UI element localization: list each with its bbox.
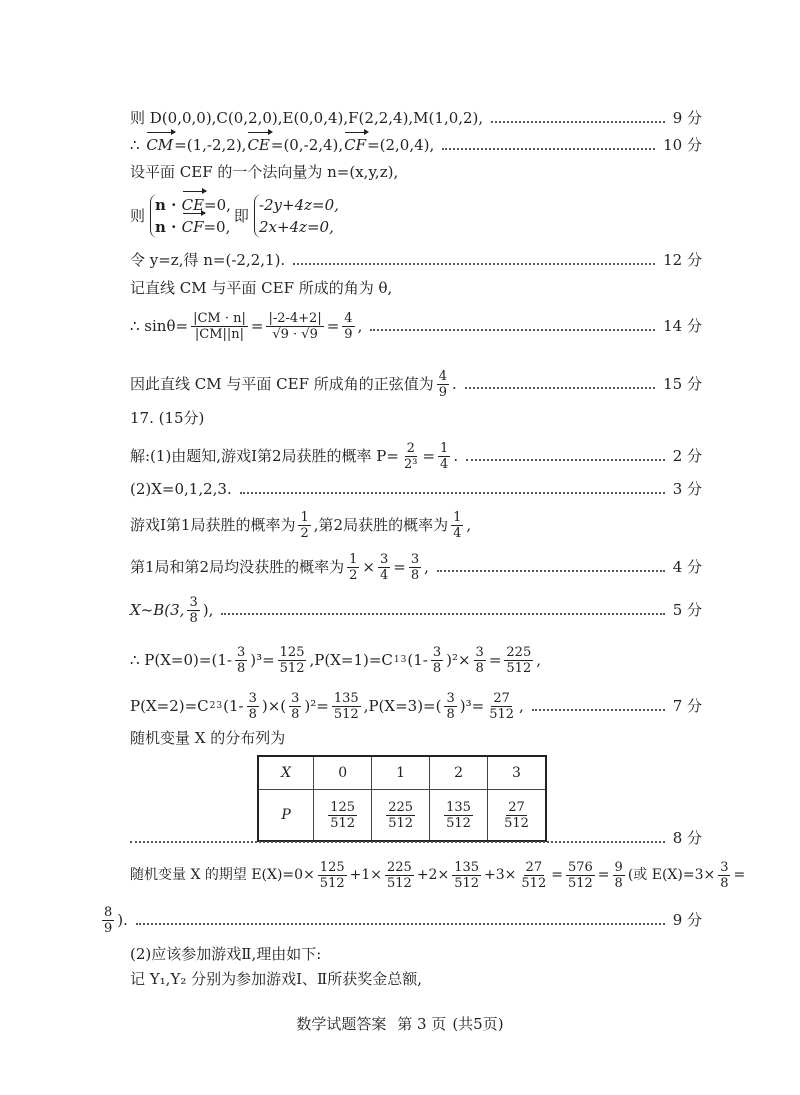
text-segment: = <box>488 651 502 669</box>
fraction <box>409 552 421 583</box>
conclusion-text: 因此直线 CM 与平面 CEF 所成角的正弦值为 <box>130 375 434 393</box>
numerator: 4 <box>344 310 353 326</box>
denominator: 8 <box>410 567 420 583</box>
denominator: 512 <box>387 875 412 891</box>
system-row: n · <box>155 196 182 214</box>
text-segment: = <box>551 867 563 883</box>
numerator: 125 <box>330 799 356 815</box>
fraction <box>438 441 450 472</box>
fraction <box>566 860 595 891</box>
punctuation: , <box>519 697 524 715</box>
solution-line <box>130 547 702 587</box>
table-cell: 3 <box>488 756 546 790</box>
system-left <box>150 194 231 238</box>
solution-line <box>130 726 702 750</box>
fraction <box>102 905 114 936</box>
fraction <box>187 595 199 626</box>
numerator: 3 <box>291 690 300 706</box>
solution-line <box>130 505 702 545</box>
distribution-heading: 随机变量 X 的分布列为 <box>130 729 286 747</box>
sine-lead: ∴ sinθ= <box>130 317 189 335</box>
score-mark: 4 分 <box>672 558 702 576</box>
denominator: 512 <box>567 875 593 891</box>
fraction <box>385 860 414 891</box>
numerator: |CM · n| <box>193 310 246 326</box>
numerator: 9 <box>614 859 623 875</box>
fraction <box>452 860 481 891</box>
numerator: 3 <box>446 690 455 706</box>
leader-dots <box>491 121 665 123</box>
text-segment: (或 E(X)=3× <box>627 867 716 883</box>
numerator: 135 <box>454 859 480 875</box>
denominator: 512 <box>489 706 515 722</box>
leader-dots <box>136 923 665 925</box>
denominator: 2 <box>300 525 309 541</box>
denominator: 8 <box>248 706 257 722</box>
expectation-tail <box>100 905 128 936</box>
text-segment: )³= <box>459 697 485 715</box>
leader-dots <box>293 263 655 265</box>
denominator: 512 <box>454 875 480 891</box>
fraction <box>474 645 486 676</box>
solution-line <box>130 366 702 402</box>
fraction <box>266 311 323 342</box>
fraction <box>318 860 347 891</box>
solution-line <box>130 686 702 726</box>
vector-value: =(1,-2,2), <box>174 136 247 154</box>
score-mark: 14 分 <box>663 317 702 335</box>
text-ji: 即 <box>233 207 249 225</box>
values-text: (2)X=0,1,2,3. <box>130 480 232 498</box>
score-mark: 3 分 <box>672 480 702 498</box>
denominator: √9 · √9 <box>272 326 318 342</box>
punctuation: ). <box>117 911 128 929</box>
equals: = <box>422 447 436 465</box>
table-cell: X <box>258 756 314 790</box>
denominator: 512 <box>388 815 414 831</box>
solution-line <box>130 248 702 272</box>
text-segment: )×( <box>261 697 287 715</box>
denominator: 512 <box>521 875 547 891</box>
equals: = <box>250 317 264 335</box>
numerator: 135 <box>333 690 359 706</box>
fraction <box>247 691 259 722</box>
punctuation: , <box>424 558 429 576</box>
text-segment: )³= <box>250 651 275 669</box>
numerator: 8 <box>104 904 113 920</box>
solution-line <box>130 190 702 242</box>
fraction <box>504 645 533 676</box>
therefore-symbol: ∴ <box>130 136 140 154</box>
leader-dots <box>370 329 655 331</box>
numerator: 27 <box>493 690 510 706</box>
numerator: 3 <box>236 644 246 660</box>
footer-total: (共5页) <box>452 1015 504 1033</box>
solution-line <box>130 942 702 966</box>
text-segment: 游戏Ⅰ第1局获胜的概率为 <box>130 516 296 534</box>
numerator: |-2-4+2| <box>268 310 322 326</box>
times: × <box>362 558 375 576</box>
denominator: 8 <box>614 875 623 891</box>
denominator: 4 <box>440 456 449 472</box>
system-row: -2y+4z=0, <box>258 196 339 214</box>
solution-line <box>130 406 702 430</box>
solution-line <box>130 967 702 991</box>
score-mark: 10 分 <box>663 136 702 154</box>
numerator: 225 <box>506 644 532 660</box>
prob-calc-line: P(X=2)=C 2 3 (1- $\frac{3}{8}$ )×( $\frac{3}{8}$ )²= $\frac{135}{512}$ ,P(X=3)=( $\frac{3}{8}$ )³= $\frac{27}{512}$ , <box>130 690 524 722</box>
text-segment: = <box>733 867 746 883</box>
text-segment: ∴ P(X=0)=(1- <box>130 651 232 669</box>
denominator: 512 <box>319 875 345 891</box>
score-mark: 2 分 <box>672 447 702 465</box>
text-segment: ,P(X=3)=( <box>363 697 442 715</box>
numerator: 27 <box>525 859 543 875</box>
solution-line <box>130 590 702 630</box>
game-prob-line <box>130 510 471 541</box>
prize-definition: 记 Y₁,Y₂ 分别为参加游戏Ⅰ、Ⅱ所获奖金总额, <box>130 970 423 988</box>
vector-text <box>130 135 434 155</box>
prob-calc-line: ∴ P(X=0)=(1- $\frac{3}{8}$ )³= $\frac{125}{512}$ ,P(X=1)=C 1 3 (1- $\frac{3}{8}$ )²× $\frac{3}{8}$ = $\frac{225}{512}$ , <box>130 644 542 676</box>
text-segment: +2× <box>416 867 450 883</box>
leader-dots <box>532 709 665 711</box>
text-segment: ,P(X=1)=C <box>309 651 393 669</box>
numerator: 1 <box>349 551 358 567</box>
angle-definition: 记直线 CM 与平面 CEF 所成的角为 θ, <box>130 279 393 297</box>
vector-ce: CE <box>247 136 270 154</box>
denominator: 2³ <box>403 456 418 472</box>
coordinates-text: 则 D(0,0,0),C(0,2,0),E(0,0,4),F(2,2,4),M(1,0,2), <box>130 109 484 127</box>
fraction <box>278 645 307 676</box>
leader-dots <box>442 148 655 150</box>
numerator: 135 <box>446 799 471 815</box>
fraction <box>451 510 463 541</box>
fraction <box>402 441 419 472</box>
solution-line <box>130 826 702 850</box>
denominator: 9 <box>438 384 448 400</box>
expectation-line <box>130 860 745 891</box>
table-cell: 1 <box>372 756 430 790</box>
text-segment: )²= <box>304 697 329 715</box>
solution-line <box>130 855 746 895</box>
denominator: 9 <box>104 920 113 936</box>
denominator: 4 <box>379 567 389 583</box>
leader-dots <box>221 613 664 615</box>
fraction <box>613 860 625 891</box>
denominator: 2 <box>349 567 358 583</box>
denominator: 512 <box>504 815 529 831</box>
numerator: 3 <box>475 644 484 660</box>
solution-line <box>130 477 702 501</box>
text-ze: 则 <box>130 207 146 225</box>
numerator: 3 <box>189 594 198 610</box>
table-cell: 2 <box>430 756 488 790</box>
page-footer <box>0 1013 800 1034</box>
fraction <box>431 645 443 676</box>
normal-vector-result: 令 y=z,得 n=(-2,2,1). <box>130 251 286 269</box>
denominator: 4 <box>453 525 462 541</box>
solution-line <box>130 133 702 157</box>
numerator: 3 <box>379 551 389 567</box>
numerator: 3 <box>248 690 257 706</box>
fraction <box>718 860 730 891</box>
fraction <box>444 691 456 722</box>
solution-line <box>130 160 702 184</box>
equals: = <box>326 317 340 335</box>
equals: = <box>393 558 406 576</box>
score-mark: 9 分 <box>672 911 702 929</box>
solution-line <box>130 304 702 348</box>
fraction <box>235 645 247 676</box>
score-mark: 12 分 <box>663 251 702 269</box>
system-row: n · <box>155 218 182 236</box>
text-segment: P(X=2)=C <box>130 697 209 715</box>
denominator: 9 <box>344 326 353 342</box>
denominator: |CM||n| <box>194 326 245 342</box>
vector-cf: CF <box>344 136 367 154</box>
score-mark: 7 分 <box>672 697 702 715</box>
denominator: 8 <box>720 875 729 891</box>
text-segment: ,第2局获胜的概率为 <box>313 516 449 534</box>
system-row: =0, <box>203 218 231 236</box>
solution-line <box>130 276 702 300</box>
fraction <box>437 369 449 400</box>
fraction <box>519 860 548 891</box>
numerator: 2 <box>406 440 415 456</box>
table-cell: P <box>258 790 314 842</box>
numerator: 3 <box>410 551 420 567</box>
probability-text: 解:(1)由题知,游戏Ⅰ第2局获胜的概率 P= <box>130 447 399 465</box>
numerator: 125 <box>319 859 345 875</box>
equation-system <box>130 194 341 238</box>
numerator: 225 <box>388 799 414 815</box>
numerator: 27 <box>508 799 525 815</box>
denominator: 8 <box>446 706 455 722</box>
probability-line <box>130 441 458 472</box>
numerator: 125 <box>279 644 305 660</box>
score-mark: 5 分 <box>672 601 702 619</box>
text-segment: )²× <box>446 651 471 669</box>
leader-dots <box>466 459 665 461</box>
solution-line <box>130 436 702 476</box>
text-segment: (1- <box>407 651 428 669</box>
fraction <box>332 691 361 722</box>
normal-vector-text: 设平面 CEF 的一个法向量为 n=(x,y,z), <box>130 163 399 181</box>
text-segment: = <box>597 867 610 883</box>
denominator: 8 <box>291 706 300 722</box>
denominator: 512 <box>279 660 305 676</box>
text-segment: 随机变量 X 的期望 E(X)=0× <box>130 867 315 883</box>
sine-formula <box>130 311 362 342</box>
vector-value: =(0,-2,4), <box>270 136 344 154</box>
system-row: 2x+4z=0, <box>258 218 334 236</box>
numerator: 576 <box>567 859 593 875</box>
numerator: 4 <box>438 368 448 384</box>
system-row: =0, <box>204 196 231 214</box>
solution-line <box>130 106 702 130</box>
leader-dots <box>240 492 665 494</box>
punctuation: ), <box>202 601 214 619</box>
punctuation: , <box>466 516 472 534</box>
text-segment: +3× <box>484 867 517 883</box>
denominator: 512 <box>330 815 356 831</box>
footer-subject: 数学试题答案 <box>296 1015 387 1033</box>
denominator: 8 <box>189 610 198 626</box>
text-segment: +1× <box>349 867 382 883</box>
numerator: 3 <box>720 859 729 875</box>
both-lose-line <box>130 552 429 583</box>
vector-cm: CM <box>146 136 174 154</box>
fraction <box>487 691 516 722</box>
sine-conclusion <box>130 369 457 400</box>
leader-dots <box>437 570 665 572</box>
numerator: 1 <box>453 509 462 525</box>
numerator: 1 <box>440 440 449 456</box>
numerator: 225 <box>387 859 412 875</box>
table-cell: 0 <box>314 756 372 790</box>
fraction <box>342 311 354 342</box>
text-segment: X~B(3, <box>130 601 185 619</box>
denominator: 8 <box>236 660 246 676</box>
fraction <box>347 552 359 583</box>
part-two-intro: (2)应该参加游戏Ⅱ,理由如下: <box>130 945 322 963</box>
numerator: 3 <box>432 644 442 660</box>
denominator: 512 <box>446 815 471 831</box>
punctuation: , <box>536 651 542 669</box>
score-mark: 15 分 <box>663 375 702 393</box>
question-number: 17. (15分) <box>130 409 205 427</box>
fraction <box>378 552 390 583</box>
vector-ce: CE <box>181 196 205 214</box>
fraction <box>191 311 248 342</box>
leader-dots <box>130 841 665 843</box>
leader-dots <box>465 387 655 389</box>
fraction <box>298 510 310 541</box>
numerator: 1 <box>300 509 309 525</box>
text-segment: 第1局和第2局均没获胜的概率为 <box>130 558 345 576</box>
score-mark: 9 分 <box>672 109 702 127</box>
table-header-row <box>258 756 546 790</box>
punctuation: . <box>453 447 459 465</box>
system-right <box>254 194 339 238</box>
vector-cf: CF <box>181 218 204 236</box>
fraction <box>289 691 301 722</box>
solution-line <box>130 640 702 680</box>
punctuation: . <box>452 375 457 393</box>
denominator: 8 <box>432 660 442 676</box>
denominator: 512 <box>506 660 532 676</box>
denominator: 8 <box>475 660 484 676</box>
solution-line <box>100 900 702 940</box>
binomial-line <box>130 595 213 626</box>
vector-value: =(2,0,4), <box>367 136 435 154</box>
footer-page: 第 3 页 <box>397 1015 447 1033</box>
punctuation: , <box>357 317 363 335</box>
denominator: 512 <box>333 706 359 722</box>
text-segment: (1- <box>223 697 244 715</box>
score-mark: 8 分 <box>672 829 702 847</box>
